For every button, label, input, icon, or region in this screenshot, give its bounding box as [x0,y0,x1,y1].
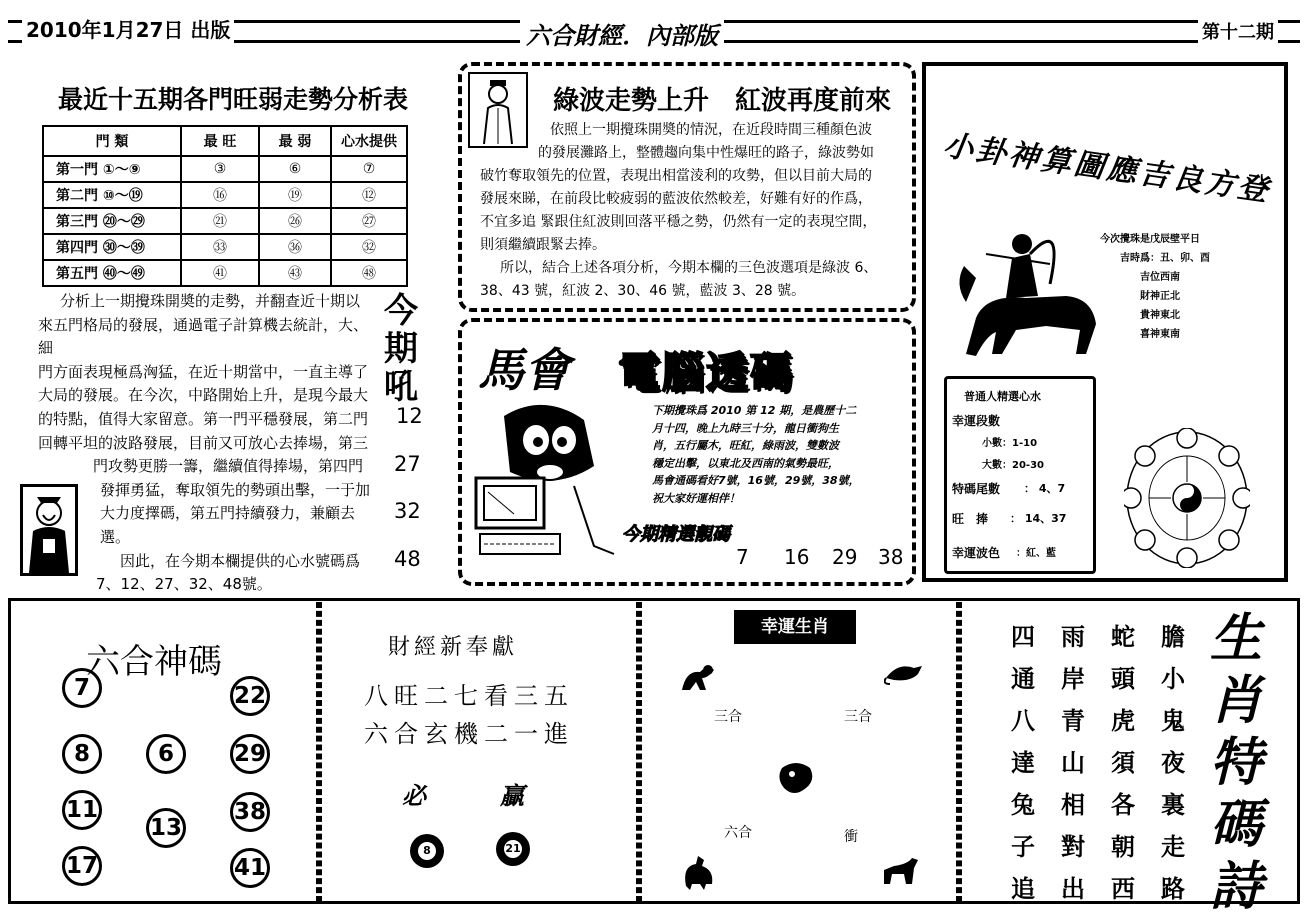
computer-line: 肖，五行屬木，旺紅，綠雨波，雙數波 [652,439,839,452]
poem-column: 蛇頭虎須各朝西 [1111,623,1135,903]
row-min: ㊱ [259,234,331,260]
header-max: 最 旺 [181,126,259,156]
bagua-icon [1124,428,1250,568]
row-tip: ㊽ [331,260,407,286]
divider-3 [956,602,962,902]
wave-line: 所以，結合上述各項分析，今期本欄的三色波選項是綠波 6、 [500,260,878,276]
shout-number: 48 [394,547,421,571]
row-min: ㉖ [259,208,331,234]
mascot-icon [474,396,624,566]
dragon-icon [776,758,816,802]
header-category: 門 類 [43,126,181,156]
row-name: 第二門 ⑩～⑲ [43,182,181,208]
prosper-value: ： 14、37 [1010,512,1067,525]
analysis-line: 來五門格局的發展，通過電子計算機去統計，大、細 [38,315,369,358]
row-name: 第五門 ㊵～㊾ [43,260,181,286]
tail-value: ： 4、7 [1024,482,1066,495]
table-row [43,156,407,182]
divine-number: 22 [230,676,270,716]
row-min: ⑲ [259,182,331,208]
wave-line: 發展來睇，在前段比較疲弱的藍波依然較差，好難有好的作爲， [480,191,872,207]
wave-line: 不宜多追 緊跟住紅波則回落平穩之勢，仍然有一定的表現空間， [480,214,877,230]
shout-number: 27 [394,452,421,476]
divine-title: 六合神碼 [86,642,222,682]
divine-number: 11 [62,790,102,830]
pick-label: 今期精選靚碼 [622,524,730,545]
computer-line: 馬會通碼看好7號，16號，29號，38號， [652,474,860,487]
rooster-icon [678,852,718,896]
tail-label: 特碼尾數 [952,482,1001,496]
lucky-ball [410,834,444,868]
table-row [43,182,407,208]
divine-number: 7 [62,668,102,708]
computer-line: 月十四，晚上九時三十分，龍日衝狗生 [652,421,839,435]
masthead: 六合財經．內部版 [520,16,724,51]
fortune-line: 吉位西南 [1140,272,1180,283]
fortune-title: 小卦神算圖應吉良方登 [941,128,1273,209]
divine-number: 13 [146,808,186,848]
zodiac-label: 六合 [724,825,752,841]
mascot-computer [474,396,624,570]
header-min: 最 弱 [259,126,331,156]
row-tip: ⑦ [331,156,407,182]
divine-number: 29 [230,734,270,774]
header-date: 2010年1月27日 出版 [22,14,234,43]
table-row [43,234,407,260]
divine-number: 38 [230,792,270,832]
pick-number: 38 [878,545,904,569]
wave-line: 依照上一期攪珠開奬的情況，在近段時間三種顏色波 [550,122,872,138]
color-value: ：紅、藍 [1016,548,1056,559]
row-name: 第四門 ㉚～㊴ [43,234,181,260]
fortune-line: 貴神東北 [1140,310,1180,321]
issue-number: 第十二期 [1198,18,1278,44]
row-max: ㉝ [181,234,259,260]
row-min: ㊸ [259,260,331,286]
zodiac-label: 三合 [844,709,872,725]
computer-text [652,402,902,507]
row-name: 第一門 ①～⑨ [43,156,181,182]
row-tip: ㉗ [331,208,407,234]
divine-number: 17 [62,846,102,886]
row-tip: ㉜ [331,234,407,260]
poem-title: 生肖特碼詩 [1210,608,1263,917]
win-char-b: 贏 [500,781,524,810]
row-max: ⑯ [181,182,259,208]
bagua-compass [1124,428,1250,572]
ball-number: 21 [504,840,522,858]
rat-icon [884,658,924,690]
shout-title: 今期吼 [384,291,418,407]
wave-text [480,119,908,303]
analysis-line: 大局的發展。在今次，中路開始上升，是現今最大 [38,386,369,405]
poem-column: 雨岸青山相對出 [1061,623,1085,903]
win-char-a: 必 [402,781,426,810]
computer-title-a: 馬會 [478,343,570,397]
divider-2 [636,602,642,902]
analysis-line: 因此，在今期本欄提供的心水號碼爲 [120,551,361,570]
pick-number: 7 [736,545,749,569]
computer-title-b: 電腦透碼 [618,348,795,397]
analysis-line: 分析上一期攪珠開奬的走勢，并翻查近十期以 [60,292,361,310]
pick-number: 16 [784,545,810,569]
deity-portrait [20,484,78,576]
big-range: 大數：20-30 [982,460,1044,471]
fortune-line: 喜神東南 [1140,329,1180,340]
row-name: 第三門 ⑳～㉙ [43,208,181,234]
trend-table [42,125,408,287]
dog-icon [880,854,920,892]
fortune-line: 吉時爲：丑、卯、酉 [1120,253,1210,264]
row-max: ㉑ [181,208,259,234]
zodiac-title: 幸運生肖 [734,610,856,644]
zodiac-label: 三合 [714,709,742,725]
analysis-line: 7、12、27、32、48號。 [96,575,272,594]
zodiac-label: 衝 [844,829,858,845]
table-row [43,260,407,286]
divine-number: 8 [62,734,102,774]
fortune-info [1100,230,1210,344]
wave-line: 則須繼續跟緊去捧。 [480,237,606,253]
wave-line: 破竹奪取領先的位置，表現出相當淩利的攻勢，但以目前大局的 [480,168,872,184]
divine-number: 6 [146,734,186,774]
lucky-label: 幸運段數 [952,414,1001,428]
computer-line: 穩定出擊，以東北及西南的氣勢最旺， [652,456,839,470]
poem-column: 四通八達兔子追 [1011,623,1035,903]
row-min: ⑥ [259,156,331,182]
header-tip: 心水提供 [331,126,407,156]
row-max: ㊶ [181,260,259,286]
analysis-line: 發揮勇猛，奪取領先的勢頭出擊，一于加 [100,480,371,499]
ball-number: 8 [418,842,436,860]
offering-line1: 八旺二七看三五 [364,682,574,710]
deity-icon [23,487,75,573]
row-tip: ⑫ [331,182,407,208]
analysis-line: 門攻勢更勝一籌，繼續值得捧場，第四門 [93,457,364,476]
small-range: 小數：1-10 [982,438,1038,449]
divider-1 [316,602,322,902]
table-row [43,208,407,234]
pick-number: 29 [832,545,858,569]
poem-column: 膽小鬼夜裏走路 [1161,623,1185,903]
wave-title: 綠波走勢上升 紅波再度前來 [553,86,892,116]
computer-line: 祝大家好運相伴！ [652,491,740,505]
shout-number: 32 [394,499,421,523]
prosper-label: 旺 捧 [952,512,989,526]
analysis-line: 回轉平坦的波路發展，目前又可放心去捧場，第三 [38,433,369,452]
shout-number: 12 [396,404,423,428]
lucky-box-title: 普通人精選心水 [964,390,1041,403]
trend-table-title: 最近十五期各門旺弱走勢分析表 [58,85,409,114]
analysis-line: 的特點，值得大家留意。第一門平穩發展，第二門 [38,409,369,428]
horseman-icon [946,214,1106,364]
color-label: 幸運波色 [952,546,1001,560]
divine-number: 41 [230,848,270,888]
offering-title: 財經新奉獻 [388,635,519,660]
analysis-line: 大力度擇碼，第五門持續發力，兼顧去選。 [100,504,356,546]
wave-line: 的發展灘路上，整體趨向集中性爆旺的路子，綠波勢如 [538,145,874,161]
table-header-row [43,126,407,156]
fortune-line: 今次攪珠是戊辰壁平日 [1100,234,1200,245]
fortune-line: 財神正北 [1140,291,1180,302]
offering-line2: 六合玄機二一進 [364,720,574,748]
computer-line: 下期攪珠爲 2010 第 12 期，是農歷十二 [652,404,857,417]
lucky-ball [496,832,530,866]
analysis-line: 門方面表現極爲洶猛，在近十期當中，一直主導了 [38,362,369,381]
analysis-text [38,290,374,597]
archer-horseman [946,214,1106,368]
row-max: ③ [181,156,259,182]
wave-line: 38、43 號，紅波 2、30、46 號，藍波 3、28 號。 [480,283,806,299]
monkey-icon [678,660,718,698]
